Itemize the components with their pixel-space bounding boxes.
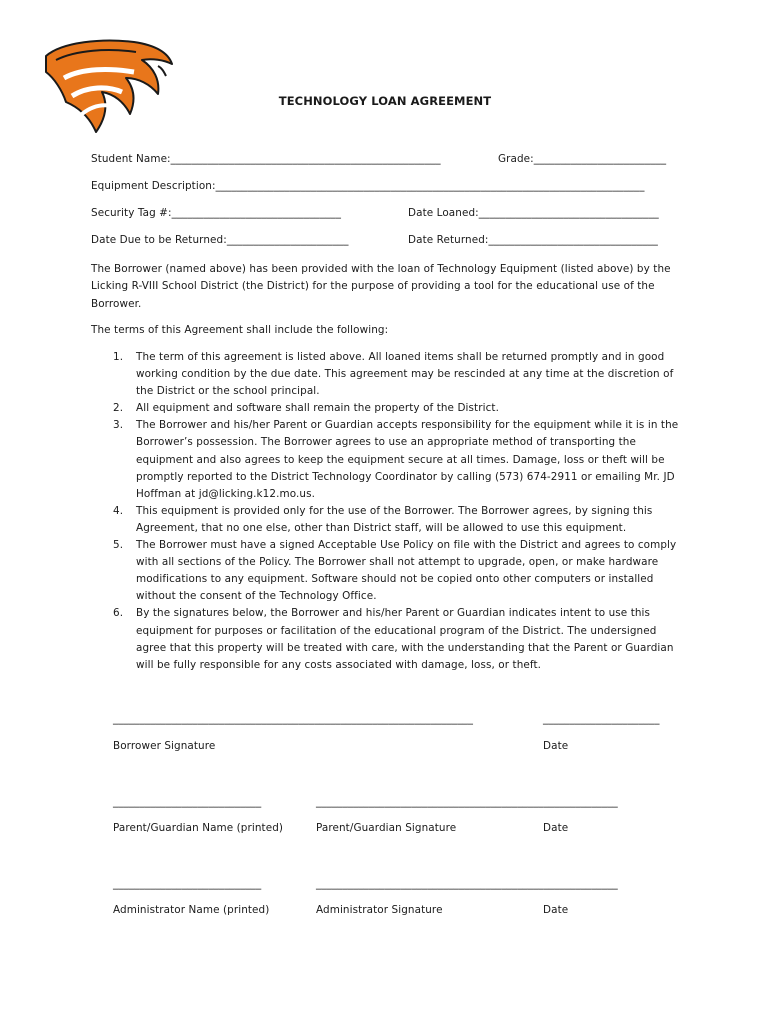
parent-name-line[interactable]: ____________________________ [113, 796, 262, 808]
admin-name-label: Administrator Name (printed) [113, 904, 270, 916]
borrower-date-line[interactable]: ______________________ [543, 713, 660, 725]
admin-signature-label: Administrator Signature [316, 904, 443, 916]
admin-date-label: Date [543, 904, 569, 916]
document-title: TECHNOLOGY LOAN AGREEMENT [278, 94, 492, 108]
terms-list [91, 349, 681, 674]
equipment-description-field[interactable]: Equipment Description:_________________________________________________________________________________ [91, 180, 645, 192]
date-due-field[interactable]: Date Due to be Returned:_______________________ [91, 234, 349, 246]
intro-paragraph: The Borrower (named above) has been provided with the loan of Technology Equipment (listed above) by the Licking R-VIII School District (the District) for the purpose of providing a tool for the educational use of the Borrower. [91, 263, 671, 310]
term-item: 1. The term of this agreement is listed above. All loaned items shall be returned promptly and in good working condition by the due date. This agreement may be rescinded at any time at the discretion of the District or the school principal. [113, 351, 674, 398]
term-item: 5. The Borrower must have a signed Acceptable Use Policy on file with the District and agrees to comply with all sections of the Policy. The Borrower shall not attempt to upgrade, open, or make hardware modifications to any equipment. Software should not be copied onto other computers or installed without the consent of the Technology Office. [113, 539, 677, 603]
parent-date-label: Date [543, 822, 569, 834]
borrower-signature-line[interactable]: ____________________________________________________________________ [113, 713, 474, 725]
wildcat-logo-icon [42, 38, 176, 138]
terms-heading: The terms of this Agreement shall include the following: [91, 324, 389, 336]
date-loaned-field[interactable]: Date Loaned:__________________________________ [408, 207, 659, 219]
parent-signature-label: Parent/Guardian Signature [316, 822, 457, 834]
student-name-field[interactable]: Student Name:___________________________________________________ [91, 153, 441, 165]
grade-field[interactable]: Grade:_________________________ [498, 153, 667, 165]
admin-signature-line[interactable]: _________________________________________________________ [316, 878, 618, 890]
term-item: 2. All equipment and software shall remain the property of the District. [113, 402, 499, 415]
borrower-date-label: Date [543, 740, 569, 752]
admin-name-line[interactable]: ____________________________ [113, 878, 262, 890]
parent-name-label: Parent/Guardian Name (printed) [113, 822, 284, 834]
term-item: 4. This equipment is provided only for the use of the Borrower. The Borrower agrees, by signing this Agreement, that no one else, other than District staff, will be allowed to use this equipment. [113, 504, 653, 534]
date-returned-field[interactable]: Date Returned:________________________________ [408, 234, 658, 246]
security-tag-field[interactable]: Security Tag #:________________________________ [91, 207, 342, 219]
term-item: 3. The Borrower and his/her Parent or Guardian accepts responsibility for the equipment while it is in the Borrower’s possession. The Borrower agrees to use an appropriate method of transporting the equipment and also agrees to keep the equipment secure at all times. Damage, loss or theft will be promptly reported to the District Technology Coordinator by calling (573) 674-2911 or emailing Mr. JD Hoffman at jd@licking.k12.mo.us. [113, 419, 679, 500]
parent-signature-line[interactable]: _________________________________________________________ [316, 796, 618, 808]
borrower-signature-label: Borrower Signature [113, 740, 216, 752]
term-item: 6. By the signatures below, the Borrower and his/her Parent or Guardian indicates intent to use this equipment for purposes or facilitation of the educational program of the District. The undersigned agree that this property will be treated with care, with the understanding that the Parent or Guardian will be fully responsible for any costs associated with damage, loss, or theft. [113, 607, 674, 671]
